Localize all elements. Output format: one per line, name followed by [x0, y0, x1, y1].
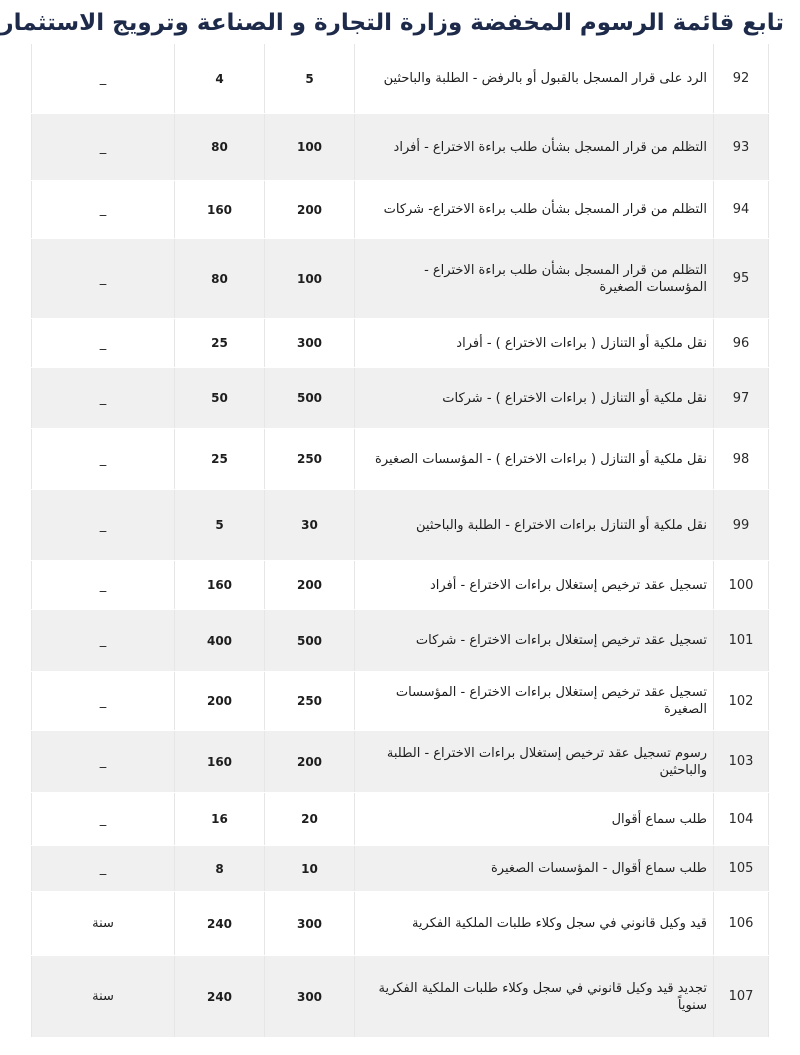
reduced-fee-cell: 160 — [175, 731, 265, 793]
fee-description-cell: نقل ملكية أو التنازل ( براءات الاختراع ) - المؤسسات الصغيرة — [355, 429, 714, 490]
reduced-fee-cell: 160 — [175, 561, 265, 610]
note-cell: _ — [32, 368, 175, 429]
row-number-cell: 103 — [714, 731, 769, 793]
original-fee-cell: 5 — [265, 44, 355, 114]
table-row — [32, 429, 769, 490]
fee-description-cell: تجديد قيد وكيل قانوني في سجل وكلاء طلبات الملكية الفكرية سنوياً — [355, 956, 714, 1038]
original-fee-cell: 500 — [265, 610, 355, 672]
fee-description-cell: نقل ملكية أو التنازل براءات الاختراع - الطلبة والباحثين — [355, 490, 714, 561]
row-number-cell: 98 — [714, 429, 769, 490]
row-number-cell: 107 — [714, 956, 769, 1038]
note-cell: _ — [32, 846, 175, 892]
original-fee-cell: 250 — [265, 672, 355, 731]
reduced-fee-cell: 160 — [175, 181, 265, 239]
note-cell: _ — [32, 610, 175, 672]
note-cell: سنة — [32, 892, 175, 956]
row-number-cell: 97 — [714, 368, 769, 429]
table-row — [32, 846, 769, 892]
table-row — [32, 892, 769, 956]
fee-description-cell: الرد على قرار المسجل بالقبول أو بالرفض - الطلبة والباحثين — [355, 44, 714, 114]
original-fee-cell: 300 — [265, 319, 355, 368]
original-fee-cell: 300 — [265, 956, 355, 1038]
row-number-cell: 102 — [714, 672, 769, 731]
table-row — [32, 672, 769, 731]
original-fee-cell: 300 — [265, 892, 355, 956]
fee-description-cell: طلب سماع أقوال — [355, 793, 714, 846]
fee-description-cell: تسجيل عقد ترخيص إستغلال براءات الاختراع - المؤسسات الصغيرة — [355, 672, 714, 731]
row-number-cell: 92 — [714, 44, 769, 114]
note-cell: _ — [32, 319, 175, 368]
note-cell: _ — [32, 239, 175, 319]
note-cell: _ — [32, 731, 175, 793]
original-fee-cell: 200 — [265, 561, 355, 610]
original-fee-cell: 10 — [265, 846, 355, 892]
fee-description-cell: قيد وكيل قانوني في سجل وكلاء طلبات الملكية الفكرية — [355, 892, 714, 956]
table-row — [32, 793, 769, 846]
fee-description-cell: طلب سماع أقوال - المؤسسات الصغيرة — [355, 846, 714, 892]
original-fee-cell: 30 — [265, 490, 355, 561]
page-title: تابع قائمة الرسوم المخفضة وزارة التجارة و الصناعة وترويج الاستثمار — [0, 10, 784, 36]
reduced-fee-cell: 25 — [175, 319, 265, 368]
row-number-cell: 106 — [714, 892, 769, 956]
original-fee-cell: 250 — [265, 429, 355, 490]
fees-table — [31, 43, 769, 1038]
fee-description-cell: رسوم تسجيل عقد ترخيص إستغلال براءات الاختراع - الطلبة والباحثين — [355, 731, 714, 793]
row-number-cell: 94 — [714, 181, 769, 239]
table-row — [32, 956, 769, 1038]
reduced-fee-cell: 400 — [175, 610, 265, 672]
note-cell: _ — [32, 561, 175, 610]
row-number-cell: 99 — [714, 490, 769, 561]
table-row — [32, 44, 769, 114]
reduced-fee-cell: 240 — [175, 956, 265, 1038]
note-cell: _ — [32, 672, 175, 731]
note-cell: سنة — [32, 956, 175, 1038]
reduced-fee-cell: 5 — [175, 490, 265, 561]
reduced-fee-cell: 16 — [175, 793, 265, 846]
table-row — [32, 561, 769, 610]
reduced-fee-cell: 25 — [175, 429, 265, 490]
row-number-cell: 93 — [714, 114, 769, 181]
note-cell: _ — [32, 490, 175, 561]
note-cell: _ — [32, 181, 175, 239]
note-cell: _ — [32, 793, 175, 846]
fee-description-cell: التظلم من قرار المسجل بشأن طلب براءة الاختراع - أفراد — [355, 114, 714, 181]
row-number-cell: 95 — [714, 239, 769, 319]
original-fee-cell: 100 — [265, 114, 355, 181]
row-number-cell: 100 — [714, 561, 769, 610]
table-row — [32, 181, 769, 239]
table-row — [32, 731, 769, 793]
note-cell: _ — [32, 429, 175, 490]
reduced-fee-cell: 8 — [175, 846, 265, 892]
row-number-cell: 105 — [714, 846, 769, 892]
fee-description-cell: تسجيل عقد ترخيص إستغلال براءات الاختراع - شركات — [355, 610, 714, 672]
table-row — [32, 368, 769, 429]
original-fee-cell: 200 — [265, 731, 355, 793]
fee-description-cell: نقل ملكية أو التنازل ( براءات الاختراع ) - أفراد — [355, 319, 714, 368]
fees-table-body — [32, 44, 769, 1038]
table-row — [32, 114, 769, 181]
reduced-fee-cell: 80 — [175, 114, 265, 181]
table-row — [32, 490, 769, 561]
table-row — [32, 319, 769, 368]
original-fee-cell: 100 — [265, 239, 355, 319]
row-number-cell: 96 — [714, 319, 769, 368]
fee-description-cell: نقل ملكية أو التنازل ( براءات الاختراع ) - شركات — [355, 368, 714, 429]
original-fee-cell: 500 — [265, 368, 355, 429]
fee-description-cell: التظلم من قرار المسجل بشأن طلب براءة الاختراع - المؤسسات الصغيرة — [355, 239, 714, 319]
fee-description-cell: التظلم من قرار المسجل بشأن طلب براءة الاختراع- شركات — [355, 181, 714, 239]
reduced-fee-cell: 240 — [175, 892, 265, 956]
table-row — [32, 239, 769, 319]
fee-description-cell: تسجيل عقد ترخيص إستغلال براءات الاختراع - أفراد — [355, 561, 714, 610]
row-number-cell: 101 — [714, 610, 769, 672]
note-cell: _ — [32, 44, 175, 114]
reduced-fee-cell: 50 — [175, 368, 265, 429]
reduced-fee-cell: 4 — [175, 44, 265, 114]
original-fee-cell: 20 — [265, 793, 355, 846]
table-row — [32, 610, 769, 672]
row-number-cell: 104 — [714, 793, 769, 846]
note-cell: _ — [32, 114, 175, 181]
reduced-fee-cell: 80 — [175, 239, 265, 319]
reduced-fee-cell: 200 — [175, 672, 265, 731]
original-fee-cell: 200 — [265, 181, 355, 239]
